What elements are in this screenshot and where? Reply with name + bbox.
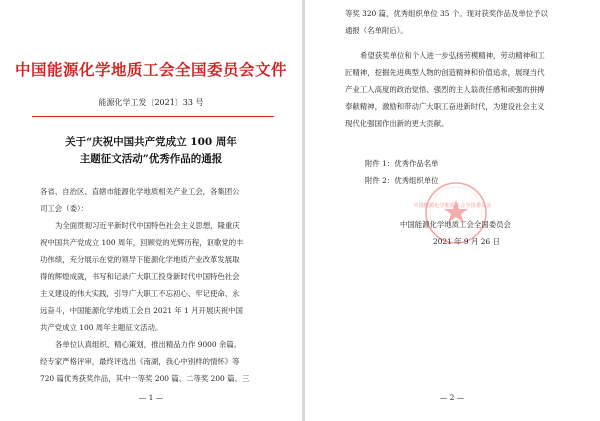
body-line: 匠精神，挖掘先进典型人物的创造精神和价值追求，展现当代 — [345, 68, 545, 77]
body-line: 各单位认真组织、精心策划，推出精品力作 9000 余篇。 — [55, 340, 242, 349]
body-line: 产业工人高度的政治觉悟、强烈的主人翁责任感和顽强的拼搏 — [345, 85, 545, 94]
doc-title-line-1: 关于“庆祝中国共产党成立 100 周年 — [65, 136, 237, 148]
doc-number: 能源化学工发〔2021〕33 号 — [98, 98, 204, 107]
body-line: 远奋斗，中国能源化学地质工会自 2021 年 1 月开展庆祝中国 — [40, 306, 243, 315]
body-line: 720 篇优秀获奖作品，其中一等奖 200 篇、二等奖 200 篇、三 — [40, 374, 250, 383]
body-line: 现代化强国作出新的更大贡献。 — [345, 119, 449, 128]
body-line: 奉献精神，激励和带动广大职工奋进新时代，为建设社会主义 — [345, 102, 545, 111]
body-line: 主义建设的伟大实践，引导广大职工不忘初心、牢记使命、永 — [40, 289, 240, 298]
body-line: 祝中国共产党成立 100 周年，回顾党的光辉历程，讴歌党的丰 — [40, 238, 244, 247]
body-line: 经专家严格评审，最终评选出《南湖，我心中别样的情怀》等 — [40, 357, 240, 366]
attachment-2: 附件 2：优秀组织单位 — [365, 176, 439, 185]
doc-title-line-2: 主题征文活动”优秀作品的通报 — [79, 153, 223, 165]
attachment-1: 附件 1：优秀作品名单 — [365, 159, 439, 168]
body-line: 得的辉煌成就，书写和记录广大职工投身新时代中国特色社会 — [40, 272, 240, 281]
signature-org: 中国能源化学地质工会全国委员会 — [400, 220, 511, 229]
signature-date: 2021 年 9 月 26 日 — [433, 237, 500, 246]
body-line: 希望获奖单位和个人进一步弘扬劳模精神，劳动精神和工 — [360, 51, 545, 60]
seal-text: 中国能源化学地质工会全国委员会 — [413, 203, 492, 209]
body-line: 等奖 320 篇，优秀组织单位 35 个。现对获奖作品及单位予以 — [345, 9, 548, 18]
body-line: 功伟绩，充分展示在党的领导下能源化学地质产业改革发展取 — [40, 255, 240, 264]
document-page-2 — [305, 0, 600, 421]
body-line: 各省、自治区、直辖市能源化学地质相关产业工会，各集团公 — [40, 187, 240, 196]
body-line: 通报（名单附后）。 — [345, 26, 408, 35]
page-number: — 2 — — [439, 393, 465, 402]
org-header: 中国能源化学地质工会全国委员会文件 — [14, 61, 287, 79]
body-line: 为全面贯彻习近平新时代中国特色社会主义思想，隆重庆 — [55, 221, 240, 230]
red-divider — [32, 116, 274, 117]
body-line: 司工会（委）： — [40, 204, 89, 213]
page-number: — 1 — — [138, 393, 164, 402]
body-line: 共产党成立 100 周年主题征文活动。 — [40, 323, 163, 332]
